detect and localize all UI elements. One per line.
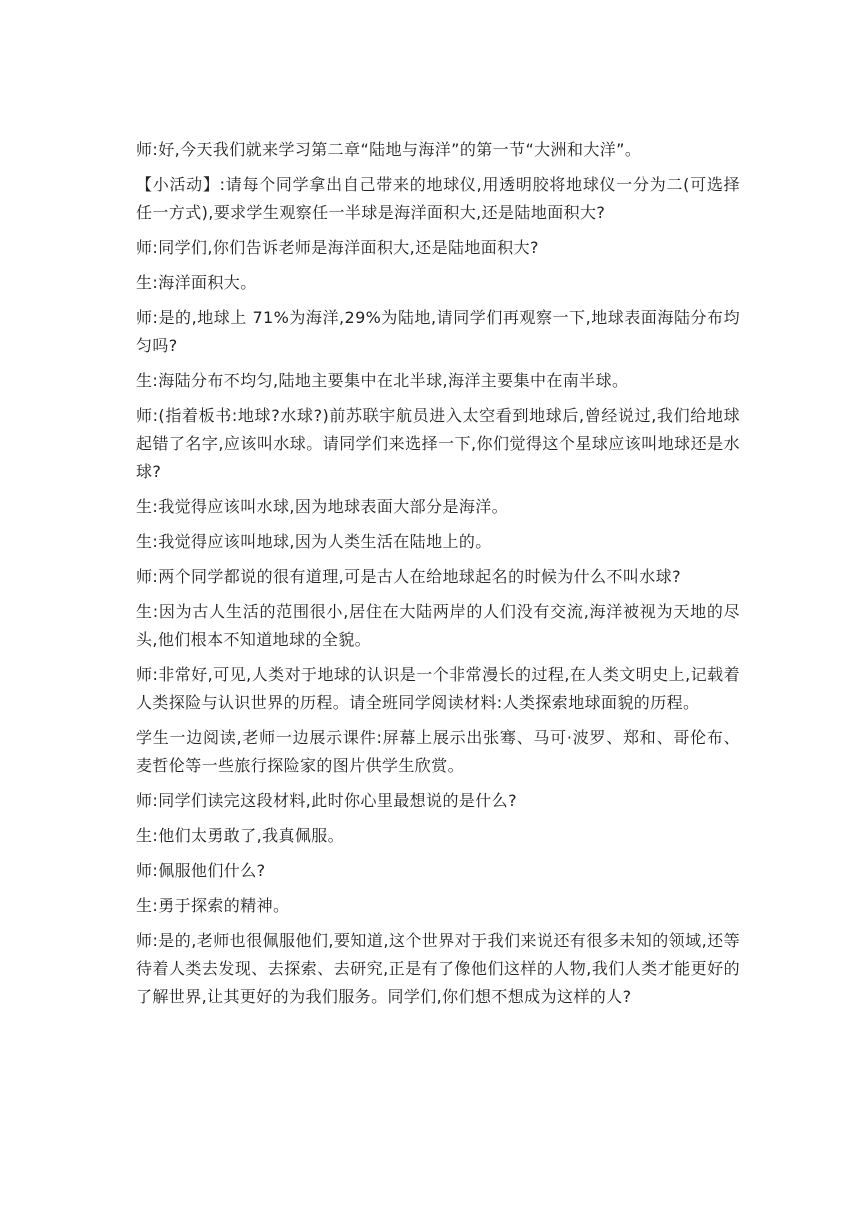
paragraph-3: 师:同学们,你们告诉老师是海洋面积大,还是陆地面积大? xyxy=(136,238,539,257)
paragraph-5: 师:是的,地球上 71%为海洋,29%为陆地,请同学们再观察一下,地球表面海陆分布均匀吗? xyxy=(136,308,740,355)
paragraph-8: 生:我觉得应该叫水球,因为地球表面大部分是海洋。 xyxy=(136,497,509,516)
paragraph-18: 师:是的,老师也很佩服他们,要知道,这个世界对于我们来说还有很多未知的领域,还等待着人类去发现、去探索、去研究,正是有了像他们这样的人物,我们人类才能更好的了解世界,让其更好的为我们服务。同学们,你们想不想成为这样的人? xyxy=(136,931,740,1006)
paragraph-6: 生:海陆分布不均匀,陆地主要集中在北半球,海洋主要集中在南半球。 xyxy=(136,371,629,390)
paragraph-13: 学生一边阅读,老师一边展示课件:屏幕上展示出张骞、马可·波罗、郑和、哥伦布、麦哲伦等一些旅行探险家的图片供学生欣赏。 xyxy=(136,728,740,775)
paragraph-11: 生:因为古人生活的范围很小,居住在大陆两岸的人们没有交流,海洋被视为天地的尽头,他们根本不知道地球的全貌。 xyxy=(136,602,740,649)
paragraph-9: 生:我觉得应该叫地球,因为人类生活在陆地上的。 xyxy=(136,532,492,551)
paragraph-10: 师:两个同学都说的很有道理,可是古人在给地球起名的时候为什么不叫水球? xyxy=(136,567,681,586)
paragraph-1: 师:好,今天我们就来学习第二章“陆地与海洋”的第一节“大洲和大洋”。 xyxy=(136,140,642,159)
paragraph-17: 生:勇于探索的精神。 xyxy=(136,896,290,915)
paragraph-14: 师:同学们读完这段材料,此时你心里最想说的是什么? xyxy=(136,791,517,810)
paragraph-12: 师:非常好,可见,人类对于地球的认识是一个非常漫长的过程,在人类文明史上,记载着人类探险与认识世界的历程。请全班同学阅读材料:人类探索地球面貌的历程。 xyxy=(136,665,740,712)
paragraph-4: 生:海洋面积大。 xyxy=(136,273,257,292)
paragraph-2: 【小活动】:请每个同学拿出自己带来的地球仪,用透明胶将地球仪一分为二(可选择任一方式),要求学生观察任一半球是海洋面积大,还是陆地面积大? xyxy=(136,175,740,222)
paragraph-7: 师:(指着板书:地球?水球?)前苏联宇航员进入太空看到地球后,曾经说过,我们给地球起错了名字,应该叫水球。请同学们来选择一下,你们觉得这个星球应该叫地球还是水球? xyxy=(136,406,740,481)
paragraph-15: 生:他们太勇敢了,我真佩服。 xyxy=(136,826,345,845)
paragraph-16: 师:佩服他们什么? xyxy=(136,861,266,880)
